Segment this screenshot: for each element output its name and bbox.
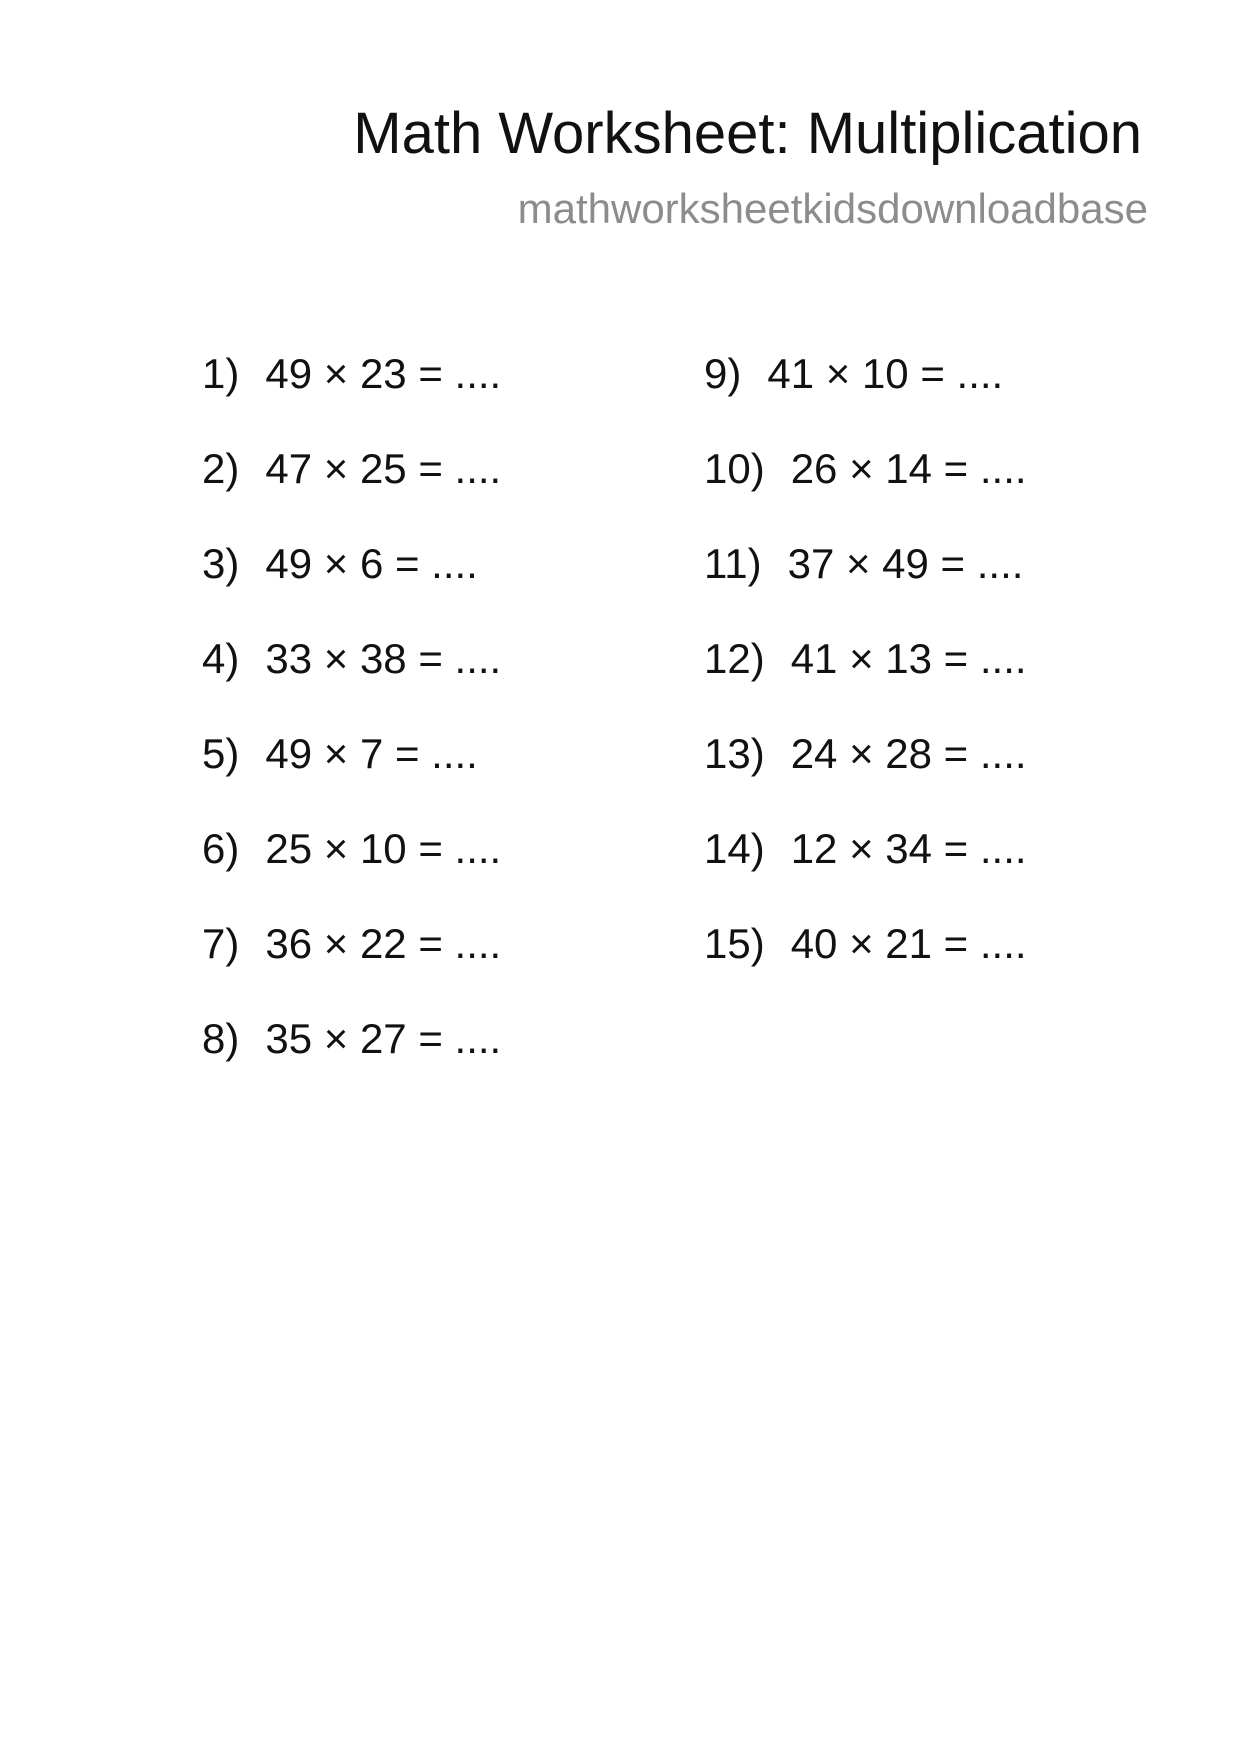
problem-item	[704, 443, 1027, 538]
problem-column-right	[704, 348, 1027, 1013]
problem-number: 1)	[202, 350, 240, 397]
problem-number: 10)	[704, 445, 765, 492]
problem-item	[202, 918, 501, 1013]
problem-number: 5)	[202, 730, 240, 777]
problem-item	[704, 538, 1027, 633]
problem-expression: 26 × 14 = ....	[790, 445, 1027, 492]
problem-item	[704, 728, 1027, 823]
problem-column-left	[202, 348, 501, 1108]
problem-number: 15)	[704, 920, 765, 967]
problem-expression: 40 × 21 = ....	[790, 920, 1027, 967]
problem-expression: 12 × 34 = ....	[790, 825, 1027, 872]
problem-item	[202, 443, 501, 538]
problem-item	[704, 633, 1027, 728]
problem-number: 13)	[704, 730, 765, 777]
problem-item	[704, 918, 1027, 1013]
problem-expression: 49 × 7 = ....	[265, 730, 478, 777]
problem-expression: 33 × 38 = ....	[265, 635, 502, 682]
problem-expression: 37 × 49 = ....	[787, 540, 1024, 587]
problem-item	[202, 1013, 501, 1108]
problem-item	[202, 823, 501, 918]
problem-number: 7)	[202, 920, 240, 967]
problem-item	[202, 633, 501, 728]
problem-number: 12)	[704, 635, 765, 682]
page-title: Math Worksheet: Multiplication	[353, 101, 1142, 166]
problem-item	[202, 538, 501, 633]
problem-number: 6)	[202, 825, 240, 872]
problem-number: 9)	[704, 350, 742, 397]
problem-expression: 25 × 10 = ....	[265, 825, 502, 872]
page-subtitle: mathworksheetkidsdownloadbase	[517, 185, 1148, 232]
problem-number: 3)	[202, 540, 240, 587]
problem-item	[202, 728, 501, 823]
problem-number: 11)	[704, 540, 762, 587]
problem-expression: 49 × 6 = ....	[265, 540, 478, 587]
problem-expression: 41 × 10 = ....	[767, 350, 1004, 397]
problem-number: 8)	[202, 1015, 240, 1062]
problem-number: 4)	[202, 635, 240, 682]
problem-expression: 49 × 23 = ....	[265, 350, 502, 397]
problem-number: 2)	[202, 445, 240, 492]
problem-expression: 36 × 22 = ....	[265, 920, 502, 967]
problem-expression: 24 × 28 = ....	[790, 730, 1027, 777]
problem-number: 14)	[704, 825, 765, 872]
problem-item	[202, 348, 501, 443]
problem-expression: 47 × 25 = ....	[265, 445, 502, 492]
problem-expression: 35 × 27 = ....	[265, 1015, 502, 1062]
problem-expression: 41 × 13 = ....	[790, 635, 1027, 682]
problem-item	[704, 348, 1027, 443]
problem-item	[704, 823, 1027, 918]
